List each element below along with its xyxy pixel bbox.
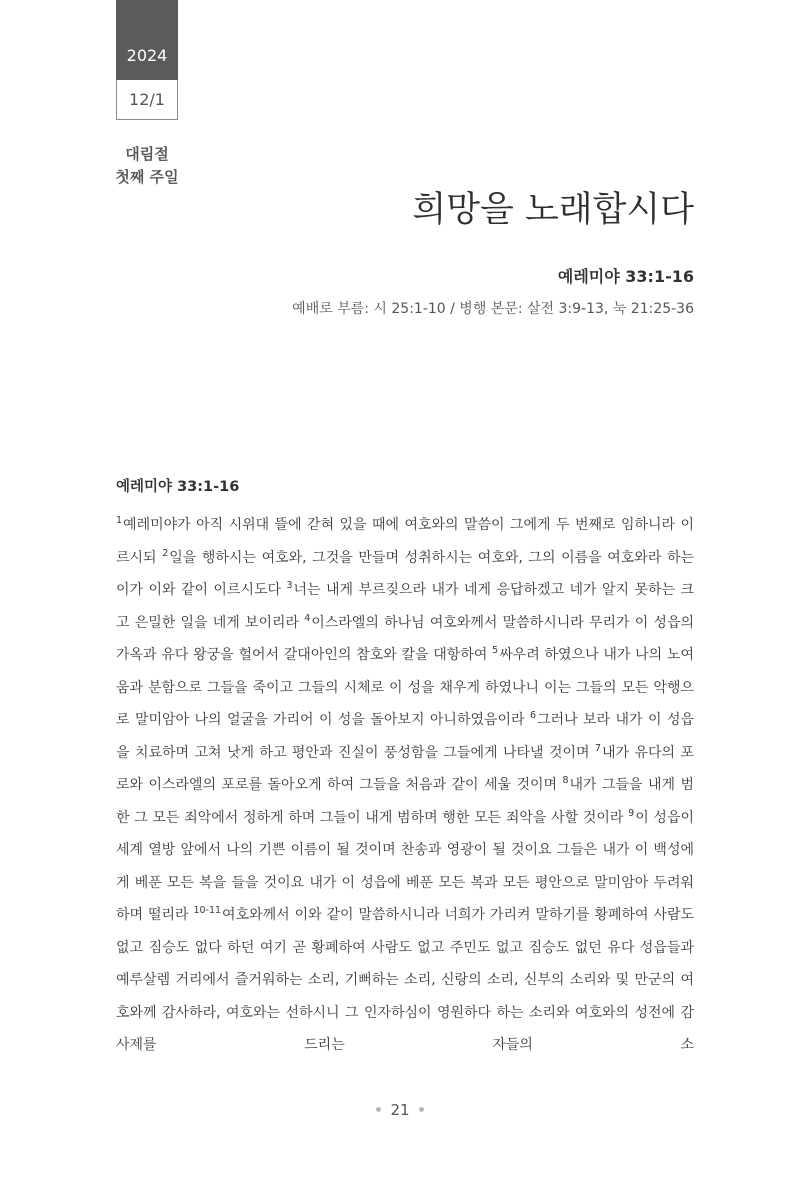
verse-number: 7 bbox=[594, 742, 602, 754]
bullet-dot-icon bbox=[419, 1107, 424, 1112]
verse-text: 이 성읍이 세계 열방 앞에서 나의 기쁜 이름이 될 것이며 찬송과 영광이 될 것이요 그들은 내가 이 백성에게 베푼 모든 복을 들을 것이요 내가 이 성읍에 베푼 모든 복과 모든 평안으로 말미암아 두려워하며 떨리라 bbox=[116, 809, 695, 923]
verse-text: 너는 내게 부르짖으라 내가 네게 응답하겠고 네가 알지 못하는 크고 은밀한 일을 네게 보이리라 bbox=[116, 582, 694, 631]
verse-number: 3 bbox=[286, 580, 293, 591]
verse-text: 이스라엘의 하나님 여호와께서 말씀하시니라 무리가 이 성읍의 가옥과 유다 왕궁을 헐어서 갈대아인의 참호와 칼을 대항하여 bbox=[116, 614, 694, 663]
verse-text: 예레미야가 아직 시위대 뜰에 갇혀 있을 때에 여호와의 말씀이 그에게 두 번째로 임하니라 이르시되 bbox=[116, 517, 694, 566]
verse-number: 8 bbox=[562, 775, 569, 786]
date-tab bbox=[116, 0, 178, 120]
season-name: 대림절 bbox=[125, 145, 169, 163]
verse-number: 5 bbox=[492, 645, 499, 656]
season-week: 첫째 주일 bbox=[115, 168, 179, 186]
verse-number: 9 bbox=[628, 807, 635, 819]
verse-text: 내가 그들을 내게 범한 그 모든 죄악에서 정하게 하며 그들이 내게 범하며 행한 모든 죄악을 사할 것이라 bbox=[116, 777, 695, 826]
verse-text: 내가 유다의 포로와 이스라엘의 포로를 돌아오게 하여 그들을 처음과 같이 세울 것이며 bbox=[116, 744, 695, 793]
verse-text: 그러나 보라 내가 이 성읍을 치료하며 고쳐 낫게 하고 평안과 진실이 풍성함을 그들에게 나타낼 것이며 bbox=[116, 712, 695, 761]
date-year: 2024 bbox=[116, 0, 178, 80]
sermon-title: 희망을 노래합시다 bbox=[412, 190, 694, 230]
bullet-dot-icon bbox=[376, 1107, 381, 1112]
passage-heading: 예레미야 33:1-16 bbox=[116, 479, 240, 495]
passage-text bbox=[116, 509, 694, 1062]
page-footer bbox=[0, 1099, 800, 1121]
readings-line: 예배로 부름: 시 25:1-10 / 병행 본문: 살전 3:9-13, 눅 21:25-36 bbox=[292, 301, 694, 317]
date-day: 12/1 bbox=[116, 80, 178, 120]
verse-number: 10-11 bbox=[193, 905, 222, 916]
scripture-reference: 예레미야 33:1-16 bbox=[557, 267, 694, 286]
verse-number: 1 bbox=[116, 515, 123, 526]
verse-text: 싸우려 하였으나 내가 나의 노여움과 분함으로 그들을 죽이고 그들의 시체로 이 성을 채우게 하였나니 이는 그들의 모든 악행으로 말미암아 나의 얼굴을 가리어 이 성을 돌아보지 아니하였음이라 bbox=[116, 647, 695, 728]
verse-text: 일을 행하시는 여호와, 그것을 만들며 성취하시는 여호와, 그의 이름을 여호와라 하는 이가 이와 같이 이르시도다 bbox=[116, 549, 694, 598]
verse-number: 4 bbox=[304, 612, 311, 624]
page-number: 21 bbox=[390, 1101, 410, 1119]
liturgical-season bbox=[100, 143, 194, 189]
verse-number: 2 bbox=[162, 547, 169, 559]
verse-number: 6 bbox=[530, 710, 537, 721]
verse-text: 여호와께서 이와 같이 말씀하시니라 너희가 가리켜 말하기를 황폐하여 사람도 없고 짐승도 없다 하던 여기 곧 황폐하여 사람도 없고 주민도 없고 짐승도 없던 유다 성읍들과 예루살렘 거리에서 즐거워하는 소리, 기뻐하는 소리, 신랑의 소리, 신부의 소리와 및 만군의 여호와께 감사하라, 여호와는 선하시니 그 인자하심이 영원하다 하는 소리와 여호와의 성전에 감사제를 드리는 자들의 소 bbox=[116, 907, 695, 1053]
